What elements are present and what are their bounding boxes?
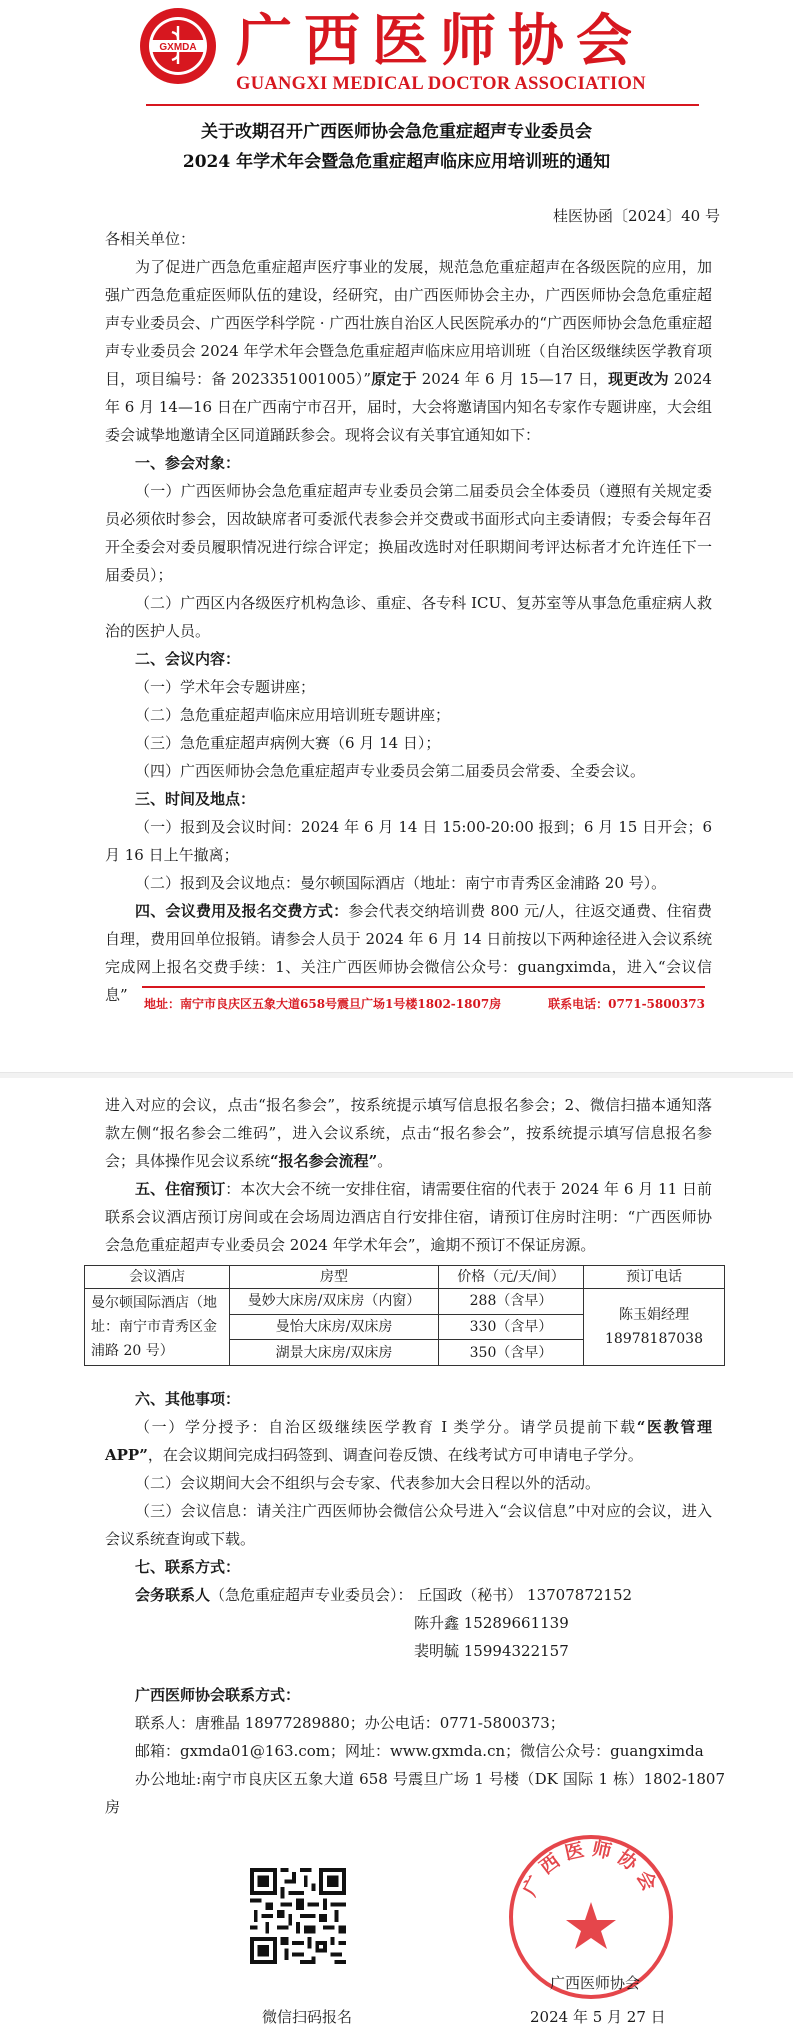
document-title-line-2: 2024 年学术年会暨急危重症超声临床应用培训班的通知 — [182, 152, 611, 172]
section-6-item-2: （二）会议期间大会不组织与会专家、代表参加大会日程以外的活动。 — [135, 1474, 601, 1492]
qr-caption: 微信扫码报名 — [262, 2008, 353, 2026]
section-4-paragraph: 四、会议费用及报名交费方式：参会代表交纳培训费 800 元/人，往返交通费、住宿费自理，费用回单位报销。请参会人员于 2024 年 6 月 14 日前按以下两种途径进入会议系统完成网上报名交费手续：1、关注广西医师协会微信公众号：guangximda，进入“会议信息” — [105, 902, 712, 1004]
section-3-item-1: （一）报到及会议时间：2024 年 6 月 14 日 15:00-20:00 报到；6 月 15 日开会；6 月 16 日上午撤离； — [105, 818, 712, 864]
contact-line-1: 会务联系人（急危重症超声专业委员会）： 丘国政（秘书） 13707872152 — [135, 1586, 633, 1604]
price-cell: 330（含早） — [439, 1314, 584, 1340]
section-5-paragraph: 五、住宿预订：本次大会不统一安排住宿，请需要住宿的代表于 2024 年 6 月 11 日前联系会议酒店预订房间或在会场周边酒店自行安排住宿，请预订住房时注明：“广西医师协会急危重症超声专业委员会 2024 年学术年会”，逾期不预订不保证房源。 — [105, 1180, 712, 1254]
svg-text:广西医师协会 — [518, 1837, 664, 1900]
document-number: 桂医协函〔2024〕40 号 — [552, 207, 720, 225]
table-header: 价格（元/天/间） — [439, 1266, 584, 1289]
section-2-item: （二）急危重症超声临床应用培训班专题讲座； — [135, 706, 451, 724]
price-cell: 288（含早） — [439, 1289, 584, 1315]
section-1-item-1: （一）广西医师协会急危重症超声专业委员会第二届委员会全体委员（遵照有关规定委员必须依时参会，因故缺席者可委派代表参会并交费或书面形式向主委请假；专委会每年召开全委会对委员履职情况进行综合评定；换届改选时对任职期间考评达标者才允许连任下一届委员）； — [105, 482, 712, 584]
table-row — [85, 1289, 725, 1315]
section-3-heading: 三、时间及地点： — [135, 790, 256, 808]
contact-line-2: 陈升鑫 15289661139 — [414, 1614, 569, 1632]
table-header: 预订电话 — [584, 1266, 725, 1289]
booking-phone-cell — [584, 1289, 725, 1366]
document-title-line-1: 关于改期召开广西医师协会急危重症超声专业委员会 — [201, 122, 592, 142]
price-cell: 350（含早） — [439, 1340, 584, 1366]
section-6-item-1: （一）学分授予：自治区级继续医学教育 I 类学分。请学员提前下载“医教管理 APP”，在会议期间完成扫码签到、调查问卷反馈、在线考试方可申请电子学分。 — [105, 1418, 712, 1464]
section-1-heading: 一、参会对象： — [135, 454, 241, 472]
section-1-item-2: （二）广西区内各级医疗机构急诊、重症、各专科 ICU、复苏室等从事急危重症病人救治的医护人员。 — [105, 594, 712, 640]
section-2-item: （一）学术年会专题讲座； — [135, 678, 316, 696]
association-contact-line: 联系人：唐雅晶 18977289880；办公电话：0771-5800373； — [135, 1714, 565, 1732]
section-3-item-2: （二）报到及会议地点：曼尔顿国际酒店（地址：南宁市青秀区金浦路 20 号）。 — [135, 874, 667, 892]
section-4-continued: 进入对应的会议，点击“报名参会”，按系统提示填写信息报名参会；2、微信扫描本通知落款左侧“报名参会二维码”，进入会议系统，点击“报名参会”，按系统提示填写信息报名参会；具体操作见会议系统“报名参会流程”。 — [105, 1096, 712, 1170]
salutation: 各相关单位： — [105, 230, 196, 248]
intro-paragraph: 为了促进广西急危重症超声医疗事业的发展，规范急危重症超声在各级医院的应用，加强广西急危重症医师队伍的建设，经研究，由广西医师协会主办，广西医师协会急危重症超声专业委员会、广西医学科学院 · 广西壮族自治区人民医院承办的“广西医师协会急危重症超声专业委员会 2024 年学术年会暨急危重症超声临床应用培训班（自治区级继续医学教育项目，项目编号：备 2023351001005）”原定于 2024 年 6 月 15—17 日，现更改为 2024 年 6 月 14—16 日在广西南宁市召开，届时，大会将邀请国内知名专家作专题讲座，大会组委会诚挚地邀请全区同道踊跃参会。现将会议有关事宜通知如下： — [105, 258, 712, 444]
section-6-item-3: （三）会议信息：请关注广西医师协会微信公众号进入“会议信息”中对应的会议，进入会议系统查询或下载。 — [105, 1502, 712, 1548]
logo-text: GXMDA — [159, 42, 197, 53]
association-contact-heading: 广西医师协会联系方式： — [135, 1686, 301, 1704]
hotel-name-cell: 曼尔顿国际酒店（地址：南宁市青秀区金浦路 20 号） — [85, 1289, 230, 1366]
association-address-line: 办公地址:南宁市良庆区五象大道 658 号震旦广场 1 号楼（DK 国际 1 栋）1802-1807 房 — [105, 1770, 725, 1816]
brand-name-cn: 广西医师协会 — [236, 8, 644, 74]
section-4-heading: 四、会议费用及报名交费方式： — [135, 902, 349, 920]
association-contact-line: 邮箱：gxmda01@163.com；网址：www.gxmda.cn；微信公众号：guangximda — [135, 1742, 704, 1760]
table-header: 房型 — [230, 1266, 439, 1289]
signing-date: 2024 年 5 月 27 日 — [530, 2008, 666, 2026]
registration-qr-code[interactable] — [250, 1868, 346, 1964]
footer-phone: 联系电话：0771-5800373 — [548, 997, 705, 1011]
table-header-row — [85, 1266, 725, 1289]
table-header: 会议酒店 — [85, 1266, 230, 1289]
contact-line-3: 裴明毓 15994322157 — [414, 1642, 569, 1660]
room-type-cell: 湖景大床房/双床房 — [230, 1340, 439, 1366]
gxmda-logo-icon — [138, 6, 218, 86]
booking-contact-phone: 18978187038 — [605, 1331, 703, 1347]
section-2-item: （四）广西医师协会急危重症超声专业委员会第二届委员会常委、全委会议。 — [135, 762, 646, 780]
signing-organization: 广西医师协会 — [550, 1974, 641, 1992]
booking-contact-name: 陈玉娟经理 — [619, 1307, 689, 1323]
hotel-table — [84, 1265, 725, 1366]
section-2-heading: 二、会议内容： — [135, 650, 241, 668]
section-2-item: （三）急危重症超声病例大赛（6 月 14 日）； — [135, 734, 441, 752]
section-5-heading: 五、住宿预订 — [135, 1180, 226, 1198]
header-divider — [146, 104, 699, 106]
room-type-cell: 曼怡大床房/双床房 — [230, 1314, 439, 1340]
seal-text: 广西医师协会 — [518, 1837, 664, 1900]
footer-address: 地址：南宁市良庆区五象大道658号震旦广场1号楼1802-1807房 — [144, 997, 502, 1011]
section-6-heading: 六、其他事项： — [135, 1390, 241, 1408]
brand-name-en: GUANGXI MEDICAL DOCTOR ASSOCIATION — [236, 74, 646, 94]
room-type-cell: 曼妙大床房/双床房（内窗） — [230, 1289, 439, 1315]
section-7-heading: 七、联系方式： — [135, 1558, 241, 1576]
letterhead-footer — [142, 986, 705, 1013]
